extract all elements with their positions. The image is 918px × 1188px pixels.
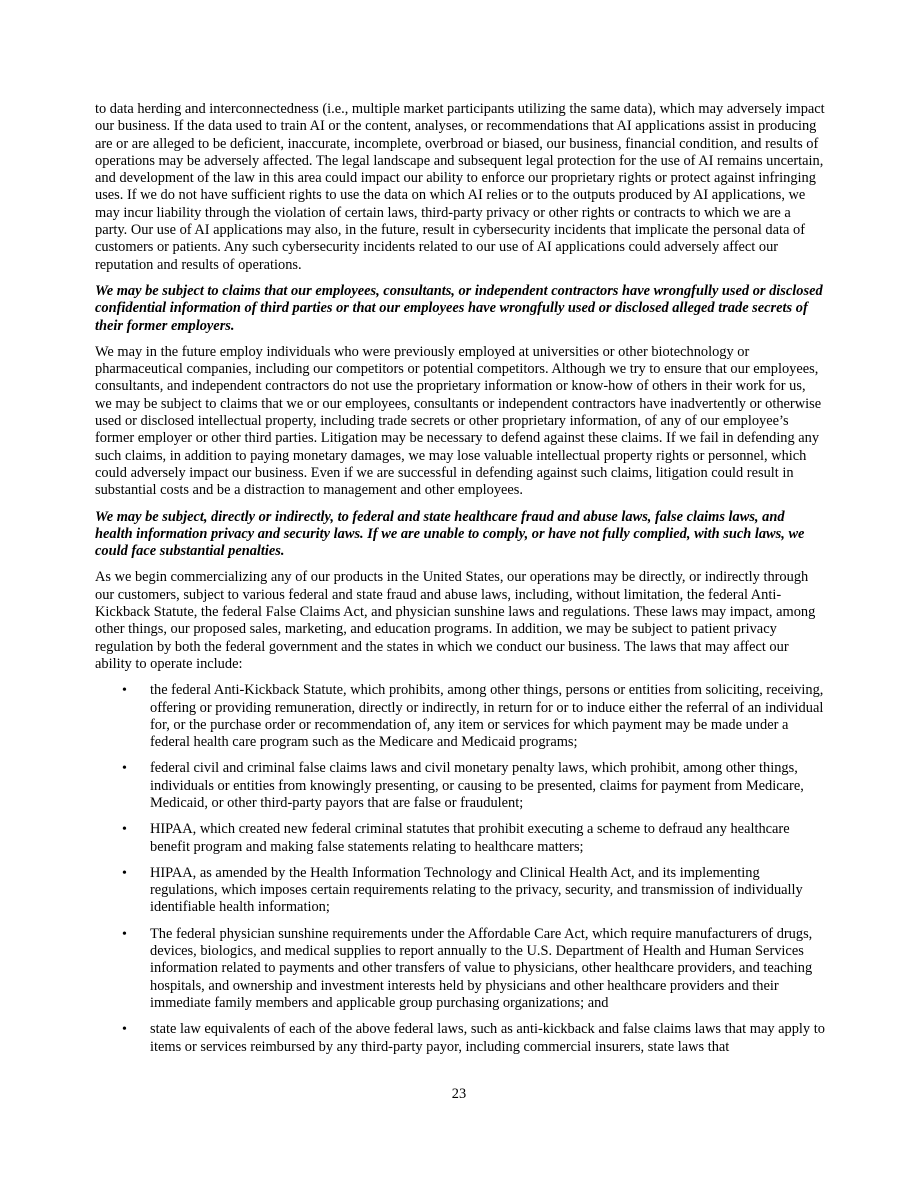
list-item-text: The federal physician sunshine requirements under the Affordable Care Act, which require manufacturers of drugs, devices, biologics, and medical supplies to report annually to the U.S. Department of Health and Human Services information related to payments and other transfers of value to physicians, other healthcare providers, and teaching hospitals, and ownership and investment interests held by physicians and other healthcare providers and their immediate family members and applicable group purchasing organizations; and [150, 925, 813, 1011]
body-paragraph: We may in the future employ individuals who were previously employed at universities or other biotechnology or pharmaceutical companies, including our competitors or potential competitors. Although we try to ensure that our employees, consultants, and independent contractors do not use the proprietary information or know-how of others in their work for us, we may be subject to claims that we or our employees, consultants or independent contractors have inadvertently or otherwise used or disclosed intellectual property, including trade secrets or other proprietary information, of any of our employee’s former employer or other third parties. Litigation may be necessary to defend against these claims. If we fail in defending any such claims, in addition to paying monetary damages, we may lose valuable intellectual property rights or personnel, which could adversely impact our business. Even if we are successful in defending against such claims, litigation could result in substantial costs and be a distraction to management and other employees. [95, 343, 822, 499]
bullet-icon: • [122, 683, 127, 699]
bullet-icon: • [122, 761, 127, 777]
bullet-icon: • [122, 1022, 127, 1038]
body-paragraph: to data herding and interconnectedness (i.e., multiple market participants utilizing the same data), which may adversely impact our business. If the data used to train AI or the content, analyses, or recommendations that AI applications assist in producing are or are alleged to be deficient, inaccurate, incomplete, overbroad or biased, our business, financial condition, and results of operations may be adversely affected. The legal landscape and subsequent legal protection for the use of AI remains uncertain, and development of the law in this area could impact our ability to enforce our proprietary rights or protect against infringing uses. If we do not have sufficient rights to use the data on which AI relies or to the outputs produced by AI applications, we may incur liability through the violation of certain laws, third-party privacy or other rights or contracts to which we are a party. Our use of AI applications may also, in the future, result in cybersecurity incidents that implicate the personal data of customers or patients. Any such cybersecurity incidents related to our use of AI applications could adversely affect our reputation and results of operations. [95, 101, 825, 273]
page-number: 23 [451, 1086, 467, 1102]
bullet-icon: • [122, 865, 127, 881]
list-item [95, 926, 825, 1012]
list-item-text: HIPAA, which created new federal criminal statutes that prohibit executing a scheme to defraud any healthcare benefit program and making false statements relating to healthcare matters; [150, 821, 790, 855]
risk-factor-heading: We may be subject to claims that our employees, consultants, or independent contractors have wrongfully used or disclosed confidential information of third parties or that our employees have wrongfully used or disclosed alleged trade secrets of their former employers. [95, 282, 823, 334]
list-item-text: HIPAA, as amended by the Health Information Technology and Clinical Health Act, and its implementing regulations, which imposes certain requirements relating to the privacy, security, and transmission of individually identifiable health information; [150, 864, 803, 916]
list-item [95, 1021, 825, 1056]
bullet-icon: • [122, 822, 127, 838]
list-item [95, 760, 825, 812]
body-paragraph: As we begin commercializing any of our products in the United States, our operations may be directly, or indirectly through our customers, subject to various federal and state fraud and abuse laws, including, without limitation, the federal Anti-Kickback Statute, the federal False Claims Act, and physician sunshine laws and regulations. These laws may impact, among other things, our proposed sales, marketing, and education programs. In addition, we may be subject to patient privacy regulation by both the federal government and the states in which we conduct our business. The laws that may affect our ability to operate include: [95, 569, 816, 672]
bullet-icon: • [122, 926, 127, 942]
list-item-text: the federal Anti-Kickback Statute, which prohibits, among other things, persons or entities from soliciting, receiving, offering or providing remuneration, directly or indirectly, in return for or to induce either the referral of an individual for, or the purchase order or recommendation of, any item or services for which payment may be made under a federal health care program such as the Medicare and Medicaid programs; [150, 682, 824, 751]
list-item-text: federal civil and criminal false claims laws and civil monetary penalty laws, which prohibit, among other things, individuals or entities from knowingly presenting, or causing to be presented, claims for payment from Medicare, Medicaid, or other third-party payors that are false or fraudulent; [150, 760, 804, 811]
list-item [95, 865, 825, 917]
document-page [95, 101, 825, 1065]
list-item-text: state law equivalents of each of the above federal laws, such as anti-kickback and false claims laws that may apply to items or services reimbursed by any third-party payor, including commercial insurers, state laws that [150, 1021, 825, 1055]
list-item [95, 821, 825, 856]
laws-bullet-list [95, 682, 825, 1056]
risk-factor-heading: We may be subject, directly or indirectly, to federal and state healthcare fraud and abuse laws, false claims laws, and health information privacy and security laws. If we are unable to comply, or have not fully complied, with such laws, we could face substantial penalties. [95, 508, 805, 560]
list-item [95, 682, 825, 751]
